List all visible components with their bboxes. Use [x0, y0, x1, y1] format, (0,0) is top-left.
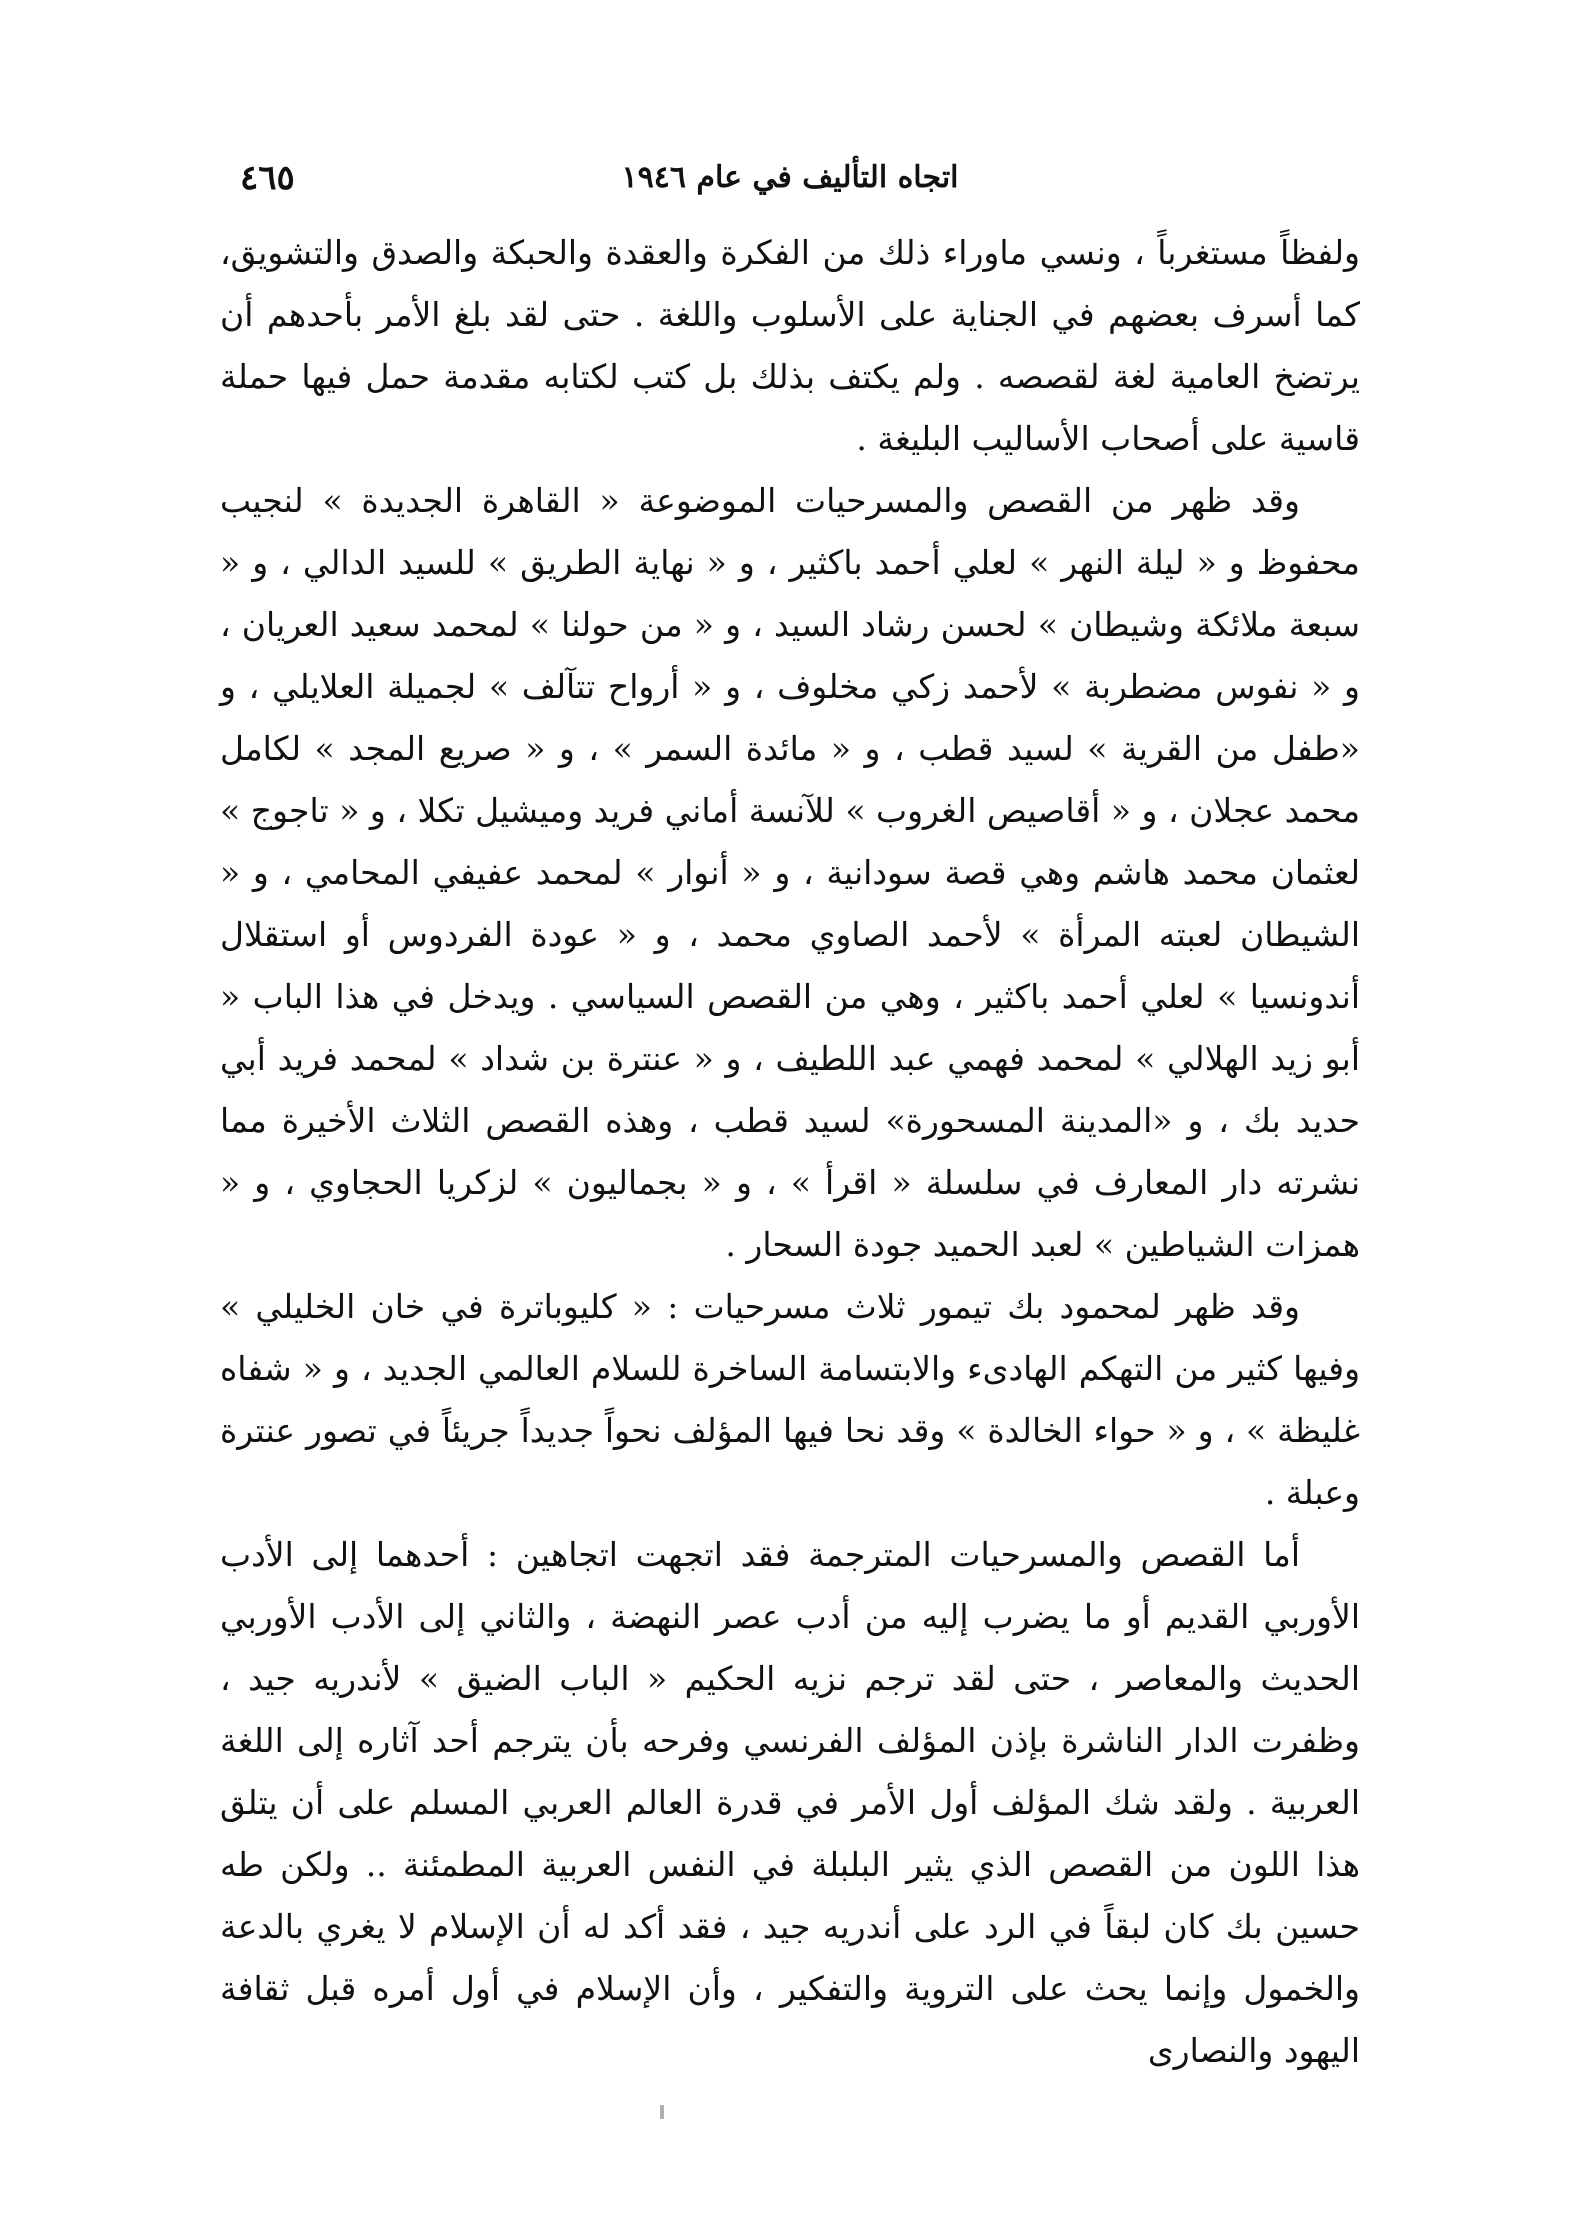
paragraph-4: أما القصص والمسرحيات المترجمة فقد اتجهت اتجاهين : أحدهما إلى الأدب الأوربي القديم أو ما يضرب إليه من أدب عصر النهضة ، والثاني إلى الأدب الأوربي الحديث والمعاصر ، حتى لقد ترجم نزيه الحكيم « الباب الضيق » لأندريه جيد ، وظفرت الدار الناشرة بإذن المؤلف الفرنسي وفرحه بأن يترجم أحد آثاره إلى اللغة العربية . ولقد شك المؤلف أول الأمر في قدرة العالم العربي المسلم على أن يتلق هذا اللون من القصص الذي يثير البلبلة في النفس العربية المطمئنة .. ولكن طه حسين بك كان لبقاً في الرد على أندريه جيد ، فقد أكد له أن الإسلام لا يغري بالدعة والخمول وإنما يحث على التروية والتفكير ، وأن الإسلام في أول أمره قبل ثقافة اليهود والنصارى	[220, 1535, 1360, 2070]
running-title: اتجاه التأليف في عام ١٩٤٦	[621, 160, 959, 195]
paragraph-3: وقد ظهر لمحمود بك تيمور ثلاث مسرحيات : « كليوباترة في خان الخليلي » وفيها كثير من التهكم الهادىء والابتسامة الساخرة للسلام العالمي الجديد ، و « شفاه غليظة » ، و « حواء الخالدة » وقد نحا فيها المؤلف نحواً جديداً جريئاً في تصور عنترة وعبلة .	[220, 1287, 1360, 1512]
scan-mark	[660, 2105, 664, 2119]
page-number: ٤٦٥	[240, 158, 295, 198]
page-header	[220, 148, 1360, 208]
body-text	[220, 222, 1360, 2082]
paragraph-1: ولفظاً مستغرباً ، ونسي ماوراء ذلك من الفكرة والعقدة والحبكة والصدق والتشويق، كما أسرف بعضهم في الجناية على الأسلوب واللغة . حتى لقد بلغ الأمر بأحدهم أن يرتضخ العامية لغة لقصصه . ولم يكتف بذلك بل كتب لكتابه مقدمة حمل فيها حملة قاسية على أصحاب الأساليب البليغة .	[220, 233, 1360, 458]
paragraph-2: وقد ظهر من القصص والمسرحيات الموضوعة « القاهرة الجديدة » لنجيب محفوظ و « ليلة النهر » لعلي أحمد باكثير ، و « نهاية الطريق » للسيد الدالي ، و « سبعة ملائكة وشيطان » لحسن رشاد السيد ، و « من حولنا » لمحمد سعيد العريان ، و « نفوس مضطربة » لأحمد زكي مخلوف ، و « أرواح تتآلف » لجميلة العلايلي ، و «طفل من القرية » لسيد قطب ، و « مائدة السمر » ، و « صريع المجد » لكامل محمد عجلان ، و « أقاصيص الغروب » للآنسة أماني فريد وميشيل تكلا ، و « تاجوج » لعثمان محمد هاشم وهي قصة سودانية ، و « أنوار » لمحمد عفيفي المحامي ، و « الشيطان لعبته المرأة » لأحمد الصاوي محمد ، و « عودة الفردوس أو استقلال أندونسيا » لعلي أحمد باكثير ، وهي من القصص السياسي . ويدخل في هذا الباب « أبو زيد الهلالي » لمحمد فهمي عبد اللطيف ، و « عنترة بن شداد » لمحمد فريد أبي حديد بك ، و «المدينة المسحورة» لسيد قطب ، وهذه القصص الثلاث الأخيرة مما نشرته دار المعارف في سلسلة « اقرأ » ، و « بجماليون » لزكريا الحجاوي ، و « همزات الشياطين » لعبد الحميد جودة السحار .	[220, 481, 1360, 1264]
